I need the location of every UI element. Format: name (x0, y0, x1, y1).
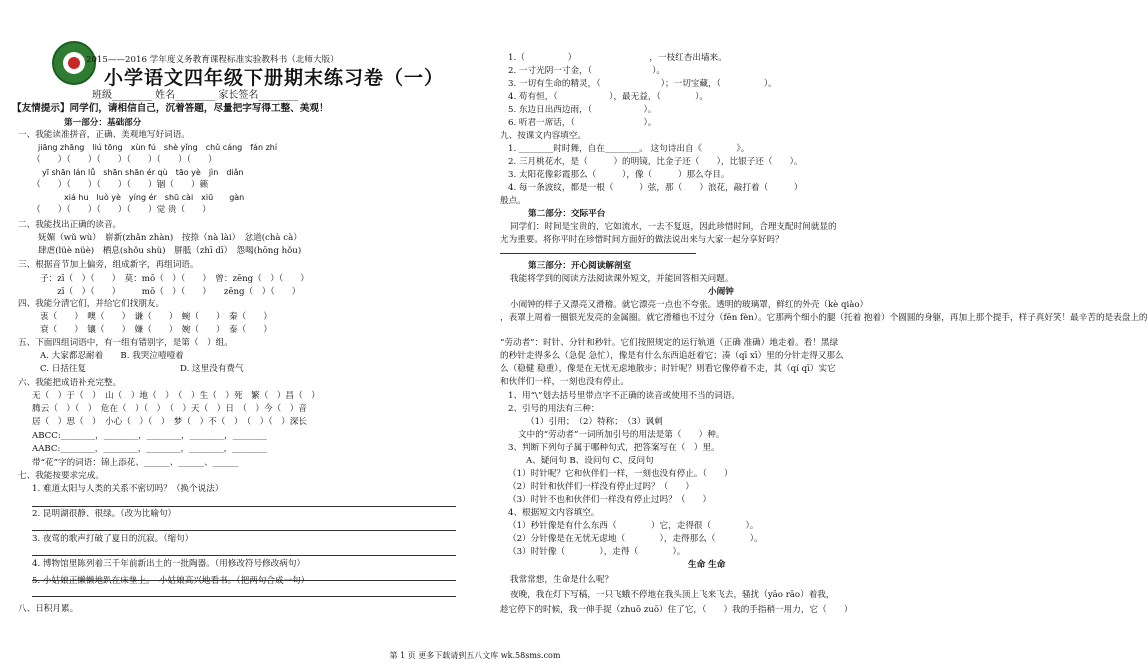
answer-row: （ ）（ ）（ ）（ ）（ ）（ ） (32, 155, 217, 165)
story-line: ，表罩上周着一圈银光发亮的金属圈。就它滑稽也不过分（fēn fèn）。它那两个细小的腿（托着 抱着）个圆圆的身躯，再加上那个提手，样子真好笑！最辛苦的是表盘上的 (500, 313, 1148, 323)
answer-row: 子：zī（ ）（ ） 莫：mō（ ）（ ） 曾：zēng（ ）（ ） (40, 274, 309, 284)
pinyin-row: yī shān lán lǚ shān shān ér qù tāo yè jìn diǎn (42, 168, 244, 177)
story-line: 趁它停下的时候，我一伸手捉（zhuō zuō）住了它，（ ）我的手指稍一用力，它（ ） (500, 605, 853, 615)
answer-row: （3）时针像（ ），走得（ ）。 (508, 547, 686, 557)
answer-row: （1）秒针像是有什么东西（ ）它，走得很（ ）。 (508, 521, 759, 531)
option-row: C. 日括往复 (40, 364, 87, 374)
paragraph-line: 我能将学到的阅读方法阅读课外短文，并能回答相关问题。 (510, 274, 734, 284)
story-title: 生命 生命 (688, 560, 726, 570)
answer-row: 6. 听君一席话，（ ）。 (508, 118, 657, 128)
paragraph-line: 尤为重要。将你平时在珍惜时间方面好的做法说出来与大家一起分享好吗？ (500, 235, 784, 245)
answer-row: zī（ ）（ ） mō（ ）（ ） zēng（ ）（ ） (40, 287, 301, 297)
story-line: “劳动者”：时针、分针和秒针。它们按照规定的运行轨道（正确 准确）地走着。看！黑绿 (500, 338, 839, 348)
story-line: 么（稳健 稳重），像是在无忧无虑地散步；时针呢？则看它像停着不走，其（qí qī）实它 (500, 364, 836, 374)
question-text: 五、下面四组词语中，有一组有错别字，是第（ ）组。 (18, 338, 233, 348)
question-text: 4、根据短文内容填空。 (508, 508, 600, 518)
answer-row: 2. 一寸光阴一寸金，（ ）。 (508, 66, 666, 76)
answer-row: 般点。 (500, 196, 526, 206)
pinyin-row: xiá hu luò yè yíng ér shū cài xiū gàn (64, 193, 245, 202)
option-row: （1）引用； （2）特称； （3）讽刺 (526, 417, 663, 427)
answer-row: （2）时针和伙伴们一样没有停止过吗？（ ） (508, 482, 694, 492)
answer-row: （ ）（ ）（ ）（ ）锢（ ）籁 (32, 180, 209, 190)
answer-row: 1.（ ） ，一枝红杏出墙来。 (508, 53, 727, 63)
answer-row: 1. ________时时舞，自在________。 这句诗出自《 》。 (508, 144, 750, 154)
question-text: 2、引号的用法有三种： (508, 404, 600, 414)
answer-line[interactable] (32, 555, 456, 556)
answer-row: 3. 太阳花像彩霞那么（ ），像（ ）那么夺目。 (508, 170, 730, 180)
answer-row: 5. 东边日出西边雨，（ ）。 (508, 105, 657, 115)
option-row: A. 大家都忍耐着 B. 我哭泣噎噎着 (40, 351, 184, 361)
option-row: D. 这里没有费气 (180, 364, 244, 374)
story-line: 的秒针走得多么（急促 急忙），像是有什么东西追赶着它；凑（qī xī）里的分针走得又那么 (500, 351, 844, 361)
story-title: 小闹钟 (708, 287, 734, 297)
question-text: 六、我能把成语补充完整。 (18, 378, 122, 388)
section-title: 第一部分：基础部分 (64, 118, 142, 128)
question-text: 2. 昆明湖很静、很绿。（改为比喻句） (32, 509, 177, 519)
answer-row: 腾云（ ）（ ） 危在（ ）（ ） （ ）天（ ）日 （ ）今（ ）音 (32, 404, 307, 414)
answer-row: （3）时针不也和伙伴们一样没有停止过吗？（ ） (508, 495, 712, 505)
page-title: 小学语文四年级下册期末练习卷（一） (104, 67, 445, 89)
question-text: 四、我能分清它们，并给它们找朋友。 (18, 299, 165, 309)
answer-row: 4. 每一条波纹，都是一根（ ）弦，那（ ）浪花，敲打着（ ） (508, 183, 803, 193)
answer-row: AABC:________，________，________，________，________ (32, 444, 267, 454)
answer-line[interactable] (32, 596, 456, 597)
question-text: 八、日积月累。 (18, 604, 79, 614)
answer-row: （1）时针呢？它和伙伴们一样，一刻也没有停止。（ ） (508, 469, 733, 479)
question-text: 九、按课文内容填空。 (500, 131, 586, 141)
page-footer: 第 1 页 更多下载请到五八文库 wk.58sms.com (389, 651, 561, 660)
question-text: 七、我能按要求完成。 (18, 471, 104, 481)
section-title: 第三部分：开心阅读解剖室 (528, 261, 632, 271)
answer-row: （2）分针像是在无忧无虑地（ ），走得那么（ ）。 (508, 534, 763, 544)
answer-row: 衰（ ） 镶（ ） 嫌（ ） 婉（ ） 泰（ ） (40, 325, 273, 335)
question-text: 5. 小姑娘正懒懒地趴在床垫上。 小姑娘高兴地看书。（把两句合成一句） (32, 576, 310, 586)
answer-line[interactable] (32, 506, 456, 507)
subtitle: 2015——2016 学年度义务教育课程标准实验教科书（北师大版） (86, 55, 339, 65)
question-text: 肆虐(lüè nüè) 栖息(shǒu shù) 胼胝（zhī dī） 怨喝(hōng hǒu) (38, 246, 302, 256)
question-text: 妩媚（wǔ wù） 崭新(zhǎn zhàn) 按捺（nà lài） 忿道(chà cà） (38, 233, 302, 243)
question-text: 1、用“\”划去括号里带点字不正确的读音或使用不当的词语。 (508, 391, 740, 401)
paragraph-line: 同学们：时间是宝贵的，它如流水，一去不复返，因此珍惜时间，合理支配时间就显的 (510, 222, 837, 232)
answer-row: 无（ ）于（ ） 山（ ）地（ ） （ ）生（ ）死 繁（ ）昌（ ） (32, 391, 320, 401)
answer-row: ABCC:________，________，________，________，________ (32, 431, 267, 441)
question-text: 1. 难道太阳与人类的关系不密切吗？（换个说法） (32, 484, 224, 494)
question-text: 二、我能找出正确的读音。 (18, 220, 122, 230)
question-text: 4. 博物馆里陈列着三千年前新出土的一批陶器。（用修改符号修改病句） (32, 559, 306, 569)
story-line: 我常常想，生命是什么呢？ (510, 575, 614, 585)
answer-line[interactable] (500, 253, 696, 254)
question-text: 3、判断下列句子属于哪种句式，把答案写在（ ）里。 (508, 443, 720, 453)
answer-row: （ ）（ ）（ ）（ ）觉 贵（ ） (32, 205, 211, 215)
story-line: 和伙伴们一样，一刻也没有停止。 (500, 377, 629, 387)
answer-row: 居（ ）思（ ） 小心（ ）（ ） 梦（ ）不（ ） （ ）（ ）深长 (32, 417, 307, 427)
answer-row: 4. 苟有恒，（ ），最无益，（ ）。 (508, 92, 708, 102)
story-line: 夜晚，我在灯下写稿，一只飞蛾不停地在我头顶上飞来飞去，骚扰（yāo rāo）着我， (510, 590, 835, 600)
answer-row: 2. 三月桃花水，是（ ）的明镜，比金子还（ ），比银子还（ ）。 (508, 157, 803, 167)
student-fields: 班级________ 姓名________ 家长签名________ (92, 90, 299, 101)
question-text: 文中的“劳动者”一词所加引号的用法是第（ ）种。 (518, 430, 725, 440)
pinyin-row: jiāng zhāng liú tōng xùn fú shè yǐng chǔ cáng fán zhí (38, 143, 278, 152)
section-title: 第二部分：交际平台 (528, 209, 606, 219)
question-text: 三、根据音节加上偏旁，组成新字，再组词语。 (18, 260, 199, 270)
question-text: 一、我能读准拼音，正确、美观地写好词语。 (18, 130, 190, 140)
answer-row: 带“花”字的词语：锦上添花、______、______、______ (32, 458, 239, 468)
story-line: 小闹钟的样子又漂亮又滑稽。就它漂亮一点也不夸张。透明的玻璃罩，鲜红的外壳（kè qiào） (510, 300, 869, 310)
answer-row: 3. 一切有生命的精灵，（ ）；一切宝藏，（ ）。 (508, 79, 777, 89)
question-text: 3. 夜莺的歌声打破了夏日的沉寂。（缩句） (32, 534, 194, 544)
answer-row: 衷（ ） 噢（ ） 谦（ ） 蜿（ ） 秦（ ） (40, 312, 273, 322)
answer-line[interactable] (32, 530, 456, 531)
option-row: A、疑问句 B、设问句 C、反问句 (526, 456, 654, 466)
friendly-tip: 【友情提示】同学们，请相信自己，沉着答题，尽量把字写得工整、美观！ (12, 103, 329, 114)
